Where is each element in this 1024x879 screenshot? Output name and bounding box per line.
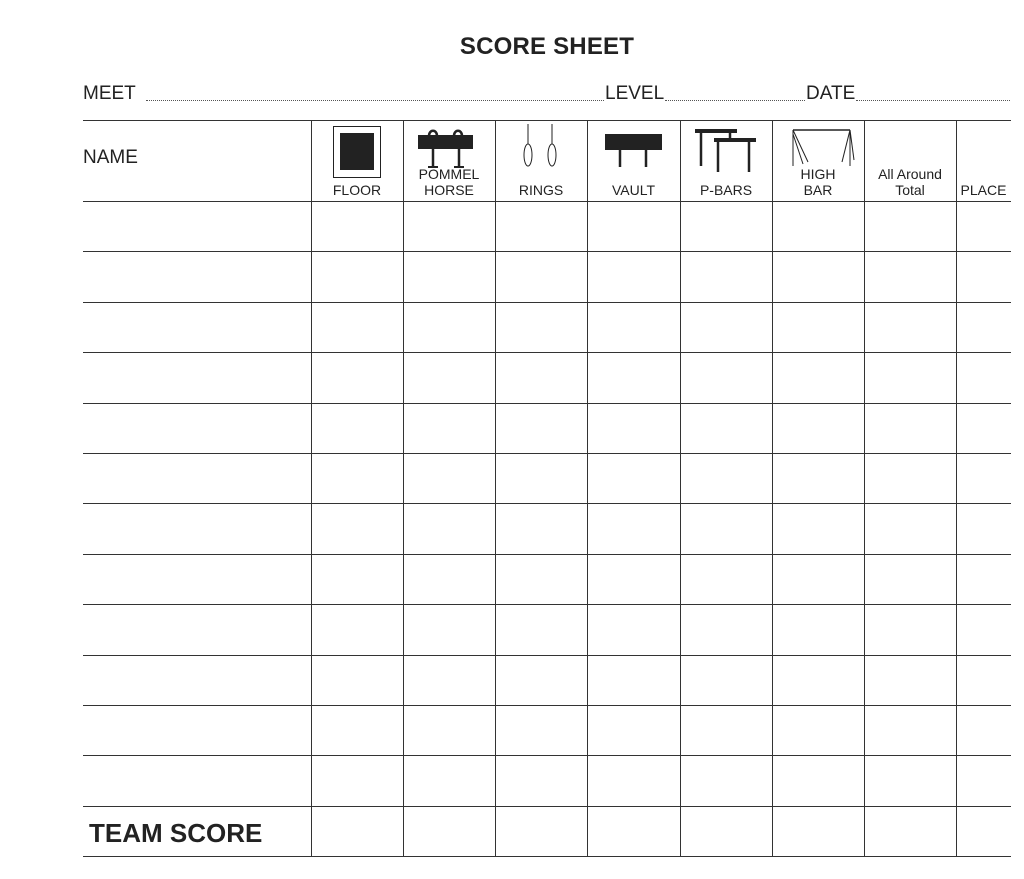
name-cell[interactable] <box>84 404 311 453</box>
score-cell[interactable] <box>588 504 680 553</box>
score-cell[interactable] <box>588 404 680 453</box>
score-cell[interactable] <box>773 656 864 705</box>
score-cell[interactable] <box>312 454 403 503</box>
score-cell[interactable] <box>865 605 956 654</box>
name-cell[interactable] <box>84 303 311 352</box>
score-cell[interactable] <box>404 807 495 856</box>
score-cell[interactable] <box>865 252 956 301</box>
score-cell[interactable] <box>404 202 495 251</box>
score-cell[interactable] <box>404 404 495 453</box>
score-cell[interactable] <box>588 605 680 654</box>
team-score-label: TEAM SCORE <box>89 818 263 848</box>
name-cell[interactable] <box>84 555 311 604</box>
score-cell[interactable] <box>773 202 864 251</box>
score-cell[interactable] <box>312 404 403 453</box>
column-header-pommel-horse <box>403 166 495 198</box>
score-cell[interactable] <box>681 807 772 856</box>
score-cell[interactable] <box>773 303 864 352</box>
score-cell[interactable] <box>681 353 772 402</box>
name-cell[interactable] <box>84 605 311 654</box>
score-cell[interactable] <box>681 252 772 301</box>
score-cell[interactable] <box>404 756 495 805</box>
column-header-place <box>956 182 1011 198</box>
score-cell[interactable] <box>496 353 587 402</box>
name-cell[interactable] <box>84 756 311 805</box>
column-header-line: All Around <box>878 166 942 182</box>
score-cell[interactable] <box>865 555 956 604</box>
score-cell[interactable] <box>957 706 1011 755</box>
score-cell[interactable] <box>404 706 495 755</box>
score-cell[interactable] <box>496 303 587 352</box>
column-header-rings <box>495 182 587 198</box>
score-cell[interactable] <box>312 303 403 352</box>
column-header-line: VAULT <box>611 182 656 198</box>
score-cell[interactable] <box>404 303 495 352</box>
score-cell[interactable] <box>496 656 587 705</box>
score-cell[interactable] <box>957 353 1011 402</box>
score-cell[interactable] <box>773 454 864 503</box>
column-header-line: FLOOR <box>332 182 382 198</box>
floor-mat-icon <box>333 126 381 178</box>
table-top-border <box>83 120 1011 121</box>
score-cell[interactable] <box>404 605 495 654</box>
name-cell[interactable] <box>84 353 311 402</box>
score-cell[interactable] <box>496 605 587 654</box>
score-cell[interactable] <box>681 202 772 251</box>
score-cell[interactable] <box>957 202 1011 251</box>
name-cell[interactable] <box>84 252 311 301</box>
column-header-line: BAR <box>803 182 833 198</box>
name-cell[interactable] <box>84 706 311 755</box>
score-cell[interactable] <box>496 807 587 856</box>
score-cell[interactable] <box>312 504 403 553</box>
level-label: LEVEL <box>605 83 665 104</box>
score-cell[interactable] <box>496 756 587 805</box>
score-cell[interactable] <box>773 555 864 604</box>
score-cell[interactable] <box>496 252 587 301</box>
score-cell[interactable] <box>681 656 772 705</box>
score-cell[interactable] <box>588 353 680 402</box>
score-cell[interactable] <box>773 252 864 301</box>
score-cell[interactable] <box>312 656 403 705</box>
score-cell[interactable] <box>496 454 587 503</box>
score-cell[interactable] <box>496 404 587 453</box>
score-cell[interactable] <box>681 454 772 503</box>
score-cell[interactable] <box>588 252 680 301</box>
score-cell[interactable] <box>404 454 495 503</box>
score-cell[interactable] <box>588 756 680 805</box>
score-cell[interactable] <box>681 303 772 352</box>
score-cell[interactable] <box>404 504 495 553</box>
score-cell[interactable] <box>496 202 587 251</box>
column-header-line: HORSE <box>424 182 474 198</box>
score-cell[interactable] <box>957 454 1011 503</box>
score-cell[interactable] <box>773 807 864 856</box>
score-cell[interactable] <box>404 252 495 301</box>
score-cell[interactable] <box>865 404 956 453</box>
name-cell[interactable] <box>84 656 311 705</box>
score-cell[interactable] <box>588 454 680 503</box>
score-cell[interactable] <box>496 504 587 553</box>
column-header-line: HIGH <box>800 166 836 182</box>
score-cell[interactable] <box>773 504 864 553</box>
score-cell[interactable] <box>865 303 956 352</box>
score-cell[interactable] <box>588 303 680 352</box>
vault-icon <box>604 133 664 169</box>
date-label: DATE <box>806 83 856 104</box>
score-cell[interactable] <box>312 252 403 301</box>
score-cell[interactable] <box>773 706 864 755</box>
score-cell[interactable] <box>957 605 1011 654</box>
score-cell[interactable] <box>865 656 956 705</box>
team-score-row <box>84 807 311 856</box>
column-header-line: RINGS <box>518 182 564 198</box>
score-cell[interactable] <box>865 353 956 402</box>
score-cell[interactable] <box>588 656 680 705</box>
score-cell[interactable] <box>957 404 1011 453</box>
pommel-horse-icon <box>416 129 476 169</box>
score-cell[interactable] <box>312 605 403 654</box>
column-header-all-around <box>864 166 956 198</box>
score-cell[interactable] <box>957 756 1011 805</box>
score-cell[interactable] <box>312 756 403 805</box>
score-cell[interactable] <box>773 756 864 805</box>
score-cell[interactable] <box>588 807 680 856</box>
score-cell[interactable] <box>588 202 680 251</box>
page-title: SCORE SHEET <box>459 33 635 60</box>
score-cell[interactable] <box>681 555 772 604</box>
score-cell[interactable] <box>865 807 956 856</box>
name-cell[interactable] <box>84 504 311 553</box>
parallel-bars-icon <box>694 128 758 174</box>
score-cell[interactable] <box>681 756 772 805</box>
name-cell[interactable] <box>84 454 311 503</box>
score-cell[interactable] <box>404 656 495 705</box>
score-cell[interactable] <box>957 656 1011 705</box>
name-cell[interactable] <box>84 202 311 251</box>
column-header-line: Total <box>895 182 925 198</box>
score-cell[interactable] <box>865 202 956 251</box>
score-cell[interactable] <box>404 353 495 402</box>
score-cell[interactable] <box>588 706 680 755</box>
score-cell[interactable] <box>865 454 956 503</box>
score-cell[interactable] <box>681 504 772 553</box>
score-cell[interactable] <box>865 504 956 553</box>
score-cell[interactable] <box>496 555 587 604</box>
score-cell[interactable] <box>496 706 587 755</box>
score-cell[interactable] <box>312 807 403 856</box>
column-header-high-bar <box>772 166 864 198</box>
name-column-header: NAME <box>83 147 138 168</box>
score-cell[interactable] <box>957 555 1011 604</box>
score-cell[interactable] <box>957 807 1011 856</box>
column-header-floor <box>311 182 403 198</box>
score-cell[interactable] <box>681 706 772 755</box>
meet-label: MEET <box>83 83 136 104</box>
score-cell[interactable] <box>681 404 772 453</box>
score-cell[interactable] <box>312 555 403 604</box>
score-cell[interactable] <box>773 605 864 654</box>
score-cell[interactable] <box>588 555 680 604</box>
column-header-p-bars <box>680 182 772 198</box>
score-cell[interactable] <box>312 202 403 251</box>
score-cell[interactable] <box>773 353 864 402</box>
score-cell[interactable] <box>957 504 1011 553</box>
column-header-line: POMMEL <box>418 166 480 182</box>
score-cell[interactable] <box>865 756 956 805</box>
score-cell[interactable] <box>681 605 772 654</box>
column-header-line: PLACE <box>960 182 1007 198</box>
score-cell[interactable] <box>865 706 956 755</box>
score-cell[interactable] <box>957 303 1011 352</box>
high-bar-icon <box>790 128 856 168</box>
score-cell[interactable] <box>312 353 403 402</box>
score-cell[interactable] <box>957 252 1011 301</box>
score-cell[interactable] <box>312 706 403 755</box>
rings-icon <box>518 124 564 172</box>
score-cell[interactable] <box>773 404 864 453</box>
score-cell[interactable] <box>404 555 495 604</box>
column-header-vault <box>587 182 680 198</box>
column-header-line: P-BARS <box>699 182 753 198</box>
